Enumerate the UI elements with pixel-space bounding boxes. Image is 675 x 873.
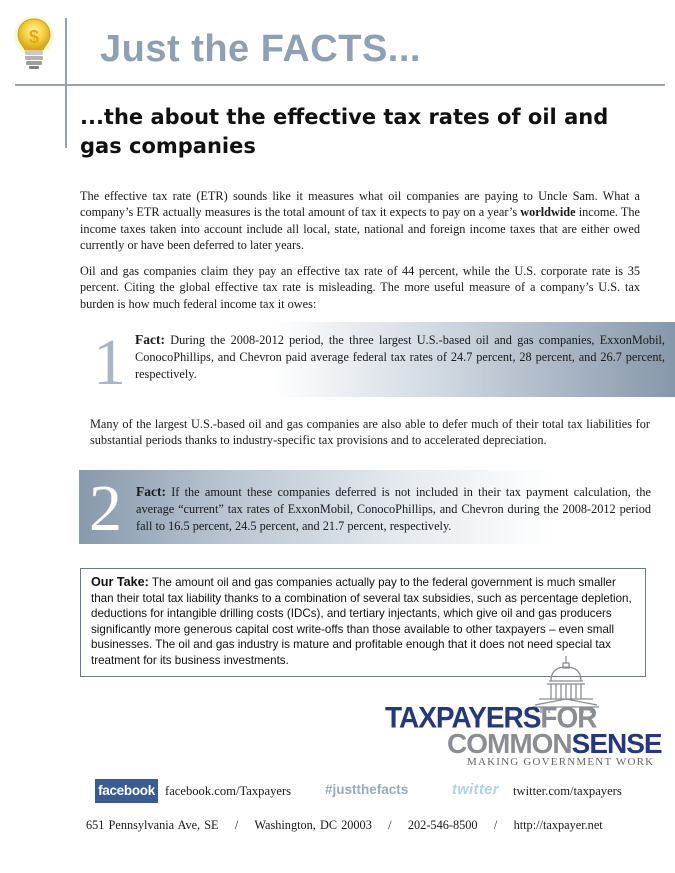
twitter-logo[interactable]: twitter (452, 782, 499, 798)
header-vertical-rule (65, 18, 67, 148)
logo-word-common: COMMON (447, 728, 572, 759)
footer-separator: / (388, 818, 392, 832)
our-take-label: Our Take: (91, 575, 149, 589)
fact-box-2 (79, 470, 675, 544)
fact-text-2 (136, 483, 651, 535)
fact-body-1: During the 2008-2012 period, the three largest U.S.-based oil and gas companies, ExxonMobil, ConocoPhillips, and Chevron paid average federal tax rates of 24.7 percent, 28 percent, and 26.7 percent, respectively. (135, 333, 665, 381)
footer-separator: / (493, 818, 498, 832)
fact-number-2: 2 (89, 472, 122, 545)
hashtag-text: #justthefacts (325, 782, 409, 797)
logo-line-2 (447, 729, 662, 759)
fact-label-2: Fact: (136, 484, 166, 499)
page-subtitle: ...the about the effective tax rates of oil and gas companies (80, 105, 609, 158)
facebook-logo[interactable]: facebook (95, 779, 158, 803)
logo-word-taxpayers: TAXPAYERS (385, 701, 541, 734)
intro-paragraph-1 (80, 188, 640, 254)
header-horizontal-rule (15, 84, 665, 86)
our-take-text: The amount oil and gas companies actually pay to the federal government is much smaller than their total tax liability thanks to a combination of several tax subsidies, such as percentage depletion, deductions for intangible drilling costs (IDCs), and tertiary injectants, which give oil and gas producers significantly more generous capital cost write-offs than those available to other taxpayers – even small businesses. The oil and gas industry is mature and profitable enough that it does not need special tax treatment for its business investments. (91, 576, 632, 667)
svg-text:$: $ (28, 27, 40, 47)
footer-separator: / (234, 818, 239, 832)
taxpayers-for-common-sense-logo[interactable] (385, 655, 662, 770)
logo-word-for: FOR (540, 701, 597, 734)
intro-p1-bold: worldwide (520, 205, 576, 220)
fact-text-1 (135, 331, 665, 383)
intro-p1-text-a: The effective tax rate (ETR) sounds like it measures what oil companies are paying to Uncle Sam. What a company’s ETR actually measures is the total amount of tax it expects to pay on a year’s (80, 189, 640, 220)
fact-number-1: 1 (93, 326, 126, 399)
fact-box-1 (83, 322, 675, 397)
footer-city: Washington, DC 20003 (254, 818, 372, 832)
twitter-link[interactable]: twitter.com/taxpayers (513, 784, 622, 798)
fact-body-2: If the amount these companies deferred is not included in their tax payment calculation, the average “current” tax rates of ExxonMobil, ConocoPhillips, and Chevron during the 2008-2012 period fall to 16.5 percent, 24.5 percent, and 21.7 percent, respectively. (136, 485, 651, 533)
footer-url[interactable]: http://taxpayer.net (513, 818, 603, 832)
logo-word-sense: SENSE (571, 728, 662, 759)
footer-phone: 202-546-8500 (407, 818, 478, 832)
logo-tagline: MAKING GOVERNMENT WORK (467, 756, 655, 768)
intro-p1-text-b: income. The income taxes taken into account include all local, state, national and foreign income taxes that are either owed currently or have been deferred to later years. (80, 205, 641, 253)
footer-address: 651 Pennsylvania Ave, SE (86, 818, 219, 832)
middle-paragraph: Many of the largest U.S.-based oil and gas companies are also able to defer much of their total tax liabilities for substantial periods thanks to industry-specific tax provisions and to accelerated depreciation. (90, 417, 650, 448)
footer-contact (86, 818, 603, 833)
page-title: Just the FACTS... (100, 28, 421, 70)
fact-label-1: Fact: (135, 332, 165, 347)
lightbulb-dollar-icon (12, 14, 56, 74)
intro-paragraph-2: Oil and gas companies claim they pay an effective tax rate of 44 percent, while the U.S. corporate rate is 35 percent. Citing the global effective tax rate is misleading. The more useful measure of a company’s U.S. tax burden is how much federal income tax it owes: (80, 264, 640, 311)
facebook-link[interactable]: facebook.com/Taxpayers (165, 784, 292, 798)
